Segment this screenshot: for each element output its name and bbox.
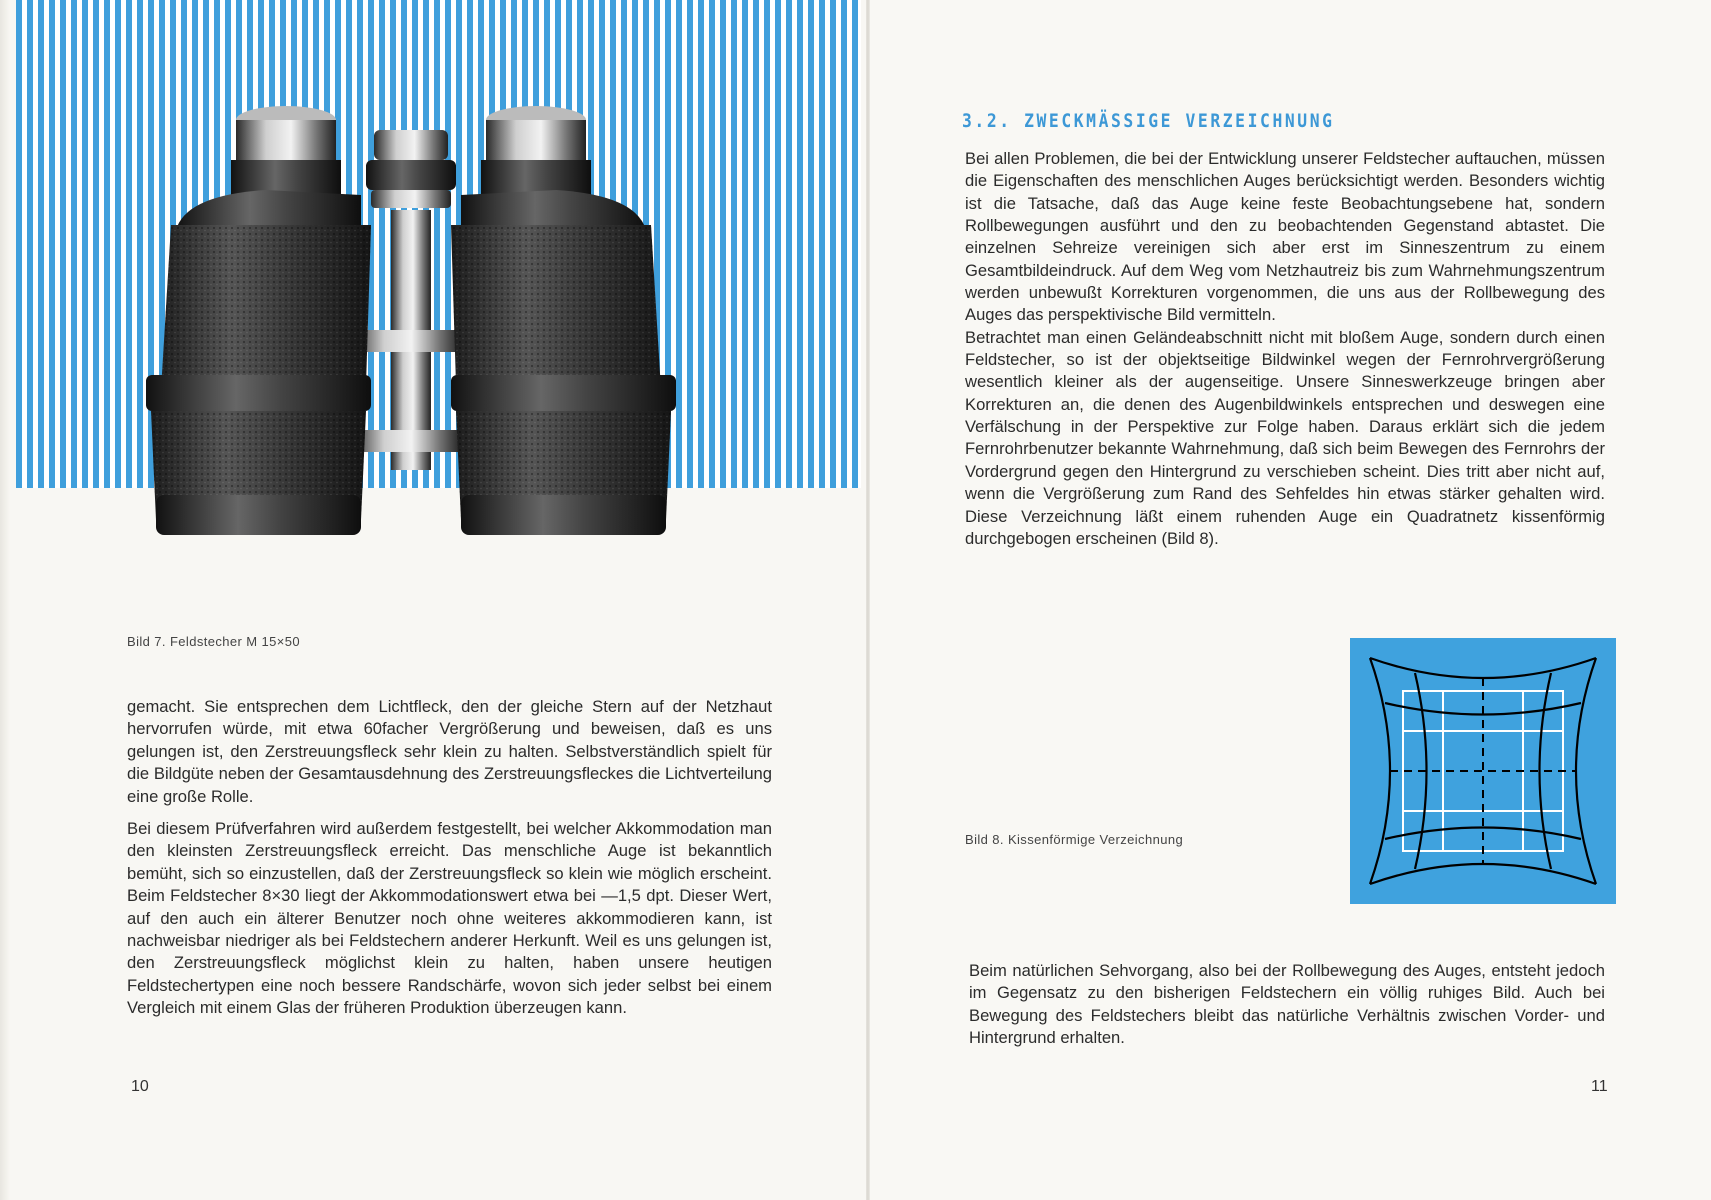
- right-body-text: [965, 148, 1605, 560]
- binoculars-photo: [16, 0, 861, 488]
- pincushion-diagram: [1350, 638, 1616, 904]
- page-number: 10: [131, 1078, 149, 1095]
- pincushion-distortion-figure: [1350, 638, 1616, 904]
- binoculars-image: [146, 100, 706, 600]
- page-number: 11: [1591, 1078, 1608, 1095]
- paragraph: Bei allen Problemen, die bei der Entwicklung unserer Feldstecher auftauchen, müssen die Eigenschaften des menschlichen Auges berücksichtigt werden. Besonders wichtig ist die Tatsache, daß das Auge keine feste Beobachtungsebene hat, sondern Rollbewegungen ausführt und den zu beobachtenden Gegenstand abtastet. Die einzelnen Sehreize vereinigen sich aber erst im Sinneszentrum zu einem Gesamtbildeindruck. Auf dem Weg vom Netzhautreiz bis zum Wahrnehmungszentrum werden unbewußt Korrekturen vorgenommen, die uns aus der Rollbewegung des Auges das perspektivische Bild vermitteln.: [965, 149, 1605, 325]
- right-bottom-text: Beim natürlichen Sehvorgang, also bei der Rollbewegung des Auges, entsteht jedoch im Gegensatz zu den bisherigen Feldstechern ein völlig ruhiges Bild. Auch bei Bewegung des Feldstechers bleibt das natürliche Verhältnis zwischen Vorder- und Hintergrund erhalten.: [969, 961, 1605, 1048]
- paragraph: gemacht. Sie entsprechen dem Lichtfleck, den der gleiche Stern auf der Netzhaut hervorrufen würde, mit etwa 60facher Vergrößerung und beweisen, daß es uns gelungen ist, den Zerstreuungsfleck sehr klein zu halten. Selbstverständlich spielt für die Bildgüte neben der Gesamtausdehnung des Zerstreuungsfleckes die Lichtverteilung eine große Rolle.: [127, 697, 772, 806]
- left-body-text: [127, 696, 772, 1030]
- diagram-caption: Bild 8. Kissenförmige Verzeichnung: [965, 832, 1184, 847]
- photo-caption: Bild 7. Feldstecher M 15×50: [127, 634, 301, 649]
- page-edge-shadow: [0, 0, 10, 1200]
- paragraph: Bei diesem Prüfverfahren wird außerdem festgestellt, bei welcher Akkommodation man den kleinsten Zerstreuungsfleck erreicht. Das menschliche Auge ist bekanntlich bemüht, sich so einzustellen, daß der Zerstreuungsfleck so klein wie möglich erscheint. Beim Feldstecher 8×30 liegt der Akkommodationswert etwa bei —1,5 dpt. Dieser Wert, auf den auch ein älterer Benutzer noch ohne weiteres akkommodieren kann, ist nachweisbar niedriger als bei Feldstechern anderer Herkunft. Weil es uns gelungen ist, den Zerstreuungsfleck möglichst klein zu halten, haben unsere heutigen Feldstechertypen eine noch bessere Randschärfe, wovon sich jeder selbst bei einem Vergleich mit einem Glas der früheren Produktion überzeugen kann.: [127, 819, 772, 1018]
- section-heading: 3.2. ZWECKMÄSSIGE VERZEICHNUNG: [962, 110, 1335, 132]
- paragraph: Betrachtet man einen Geländeabschnitt nicht mit bloßem Auge, sondern durch einen Feldstecher, so ist der objektseitige Bildwinkel wegen der Fernrohrvergrößerung wesentlich kleiner als der augenseitige. Unsere Sinneswerkzeuge bringen aber Korrekturen an, die denen des Augenbildwinkels entsprechen und deswegen eine Verfälschung in der Perspektive zur Folge haben. Daraus erklärt sich die jedem Fernrohrbenutzer bekannte Wahrnehmung, daß sich beim Bewegen des Fernrohrs der Vordergrund gegen den Hintergrund zu verschieben scheint. Dies tritt aber nicht auf, wenn die Vergrößerung zum Rand des Sehfeldes hin etwas stärker gehalten wird. Diese Verzeichnung läßt einem ruhenden Auge ein Quadratnetz kissenförmig durchgebogen erscheinen (Bild 8).: [965, 327, 1605, 548]
